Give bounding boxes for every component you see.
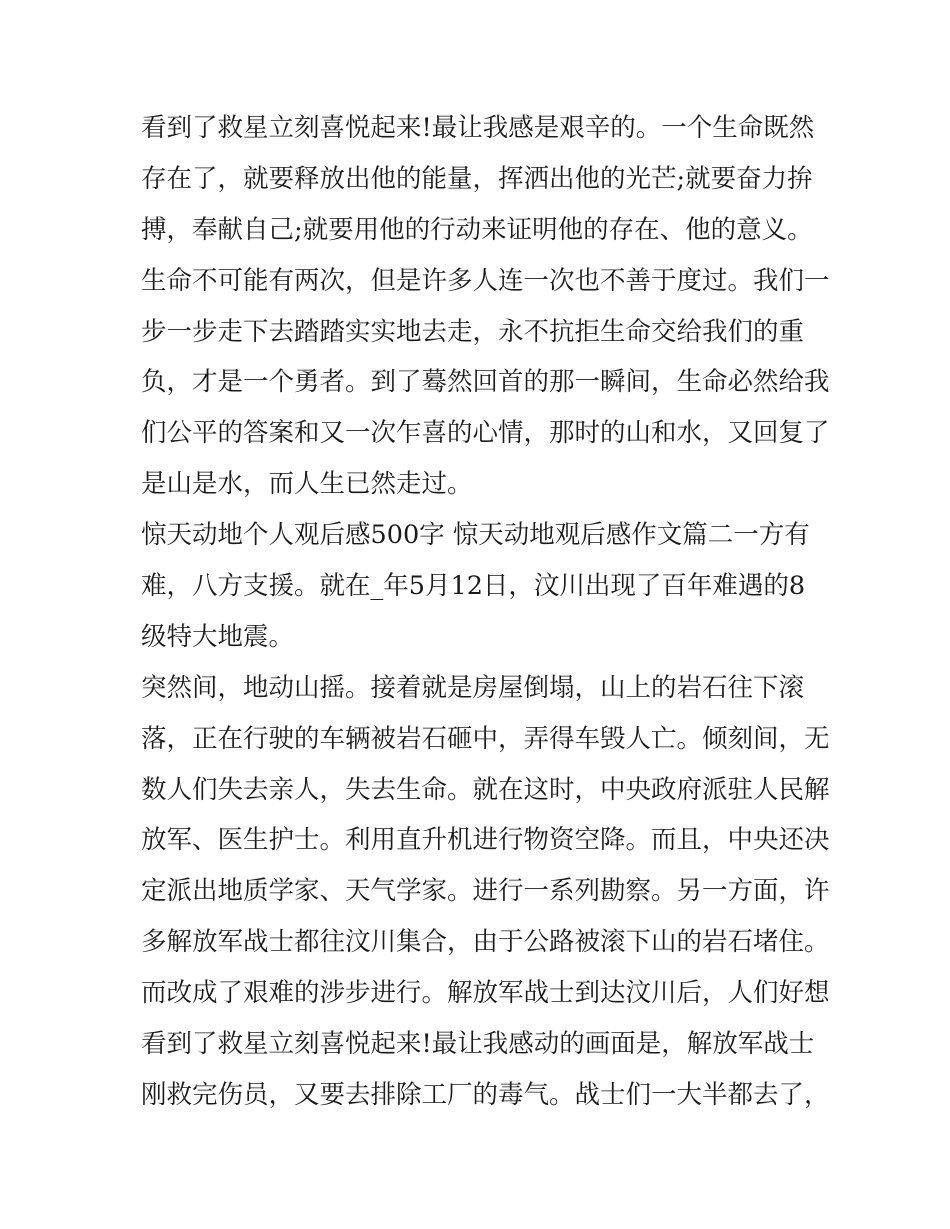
text-line-1: 看到了救星立刻喜悦起来!最让我感是艰辛的。一个生命既然 [141,113,815,143]
text-line-4: 生命不可能有两次，但是许多人连一次也不善于度过。我们一 [141,265,830,296]
text-line-19: 看到了救星立刻喜悦起来!最让我感动的画面是，解放军战士 [141,1029,815,1060]
text-line-16: 定派出地质学家、天气学家。进行一系列勘察。另一方面，许 [141,876,830,907]
text-line-7: 们公平的答案和又一次乍喜的心情，那时的山和水，又回复了 [141,418,830,449]
text-line-8: 是山是水，而人生已然走过。 [141,469,473,500]
text-line-13: 落，正在行驶的车辆被岩石砸中，弄得车毁人亡。倾刻间，无 [141,723,830,754]
text-line-15: 放军、医生护士。利用直升机进行物资空降。而且，中央还决 [141,825,830,856]
text-line-18: 而改成了艰难的涉步进行。解放军战士到达汶川后，人们好想 [141,978,830,1009]
text-line-2: 存在了，就要释放出他的能量，挥洒出他的光芒;就要奋力拚 [141,163,813,194]
body-text [141,103,830,1121]
text-line-17: 多解放军战士都往汶川集合，由于公路被滚下山的岩石堵住。 [141,927,830,958]
text-line-11: 级特大地震。 [141,621,295,652]
text-line-3: 搏，奉献自己;就要用他的行动来证明他的存在、他的意义。 [141,214,813,245]
text-line-14: 数人们失去亲人，失去生命。就在这时，中央政府派驻人民解 [141,774,830,805]
text-line-10: 难，八方支援。就在_年5月12日，汶川出现了百年难遇的8 [141,571,806,602]
text-line-6: 负，才是一个勇者。到了蓦然回首的那一瞬间，生命必然给我 [141,367,830,398]
text-line-5: 步一步走下去踏踏实实地去走，永不抗拒生命交给我们的重 [141,316,805,347]
text-line-20: 刚救完伤员，又要去排除工厂的毒气。战士们一大半都去了， [141,1079,830,1110]
text-line-12: 突然间，地动山摇。接着就是房屋倒塌，山上的岩石往下滚 [141,672,805,703]
text-line-9: 惊天动地个人观后感500字 惊天动地观后感作文篇二一方有 [141,520,810,551]
